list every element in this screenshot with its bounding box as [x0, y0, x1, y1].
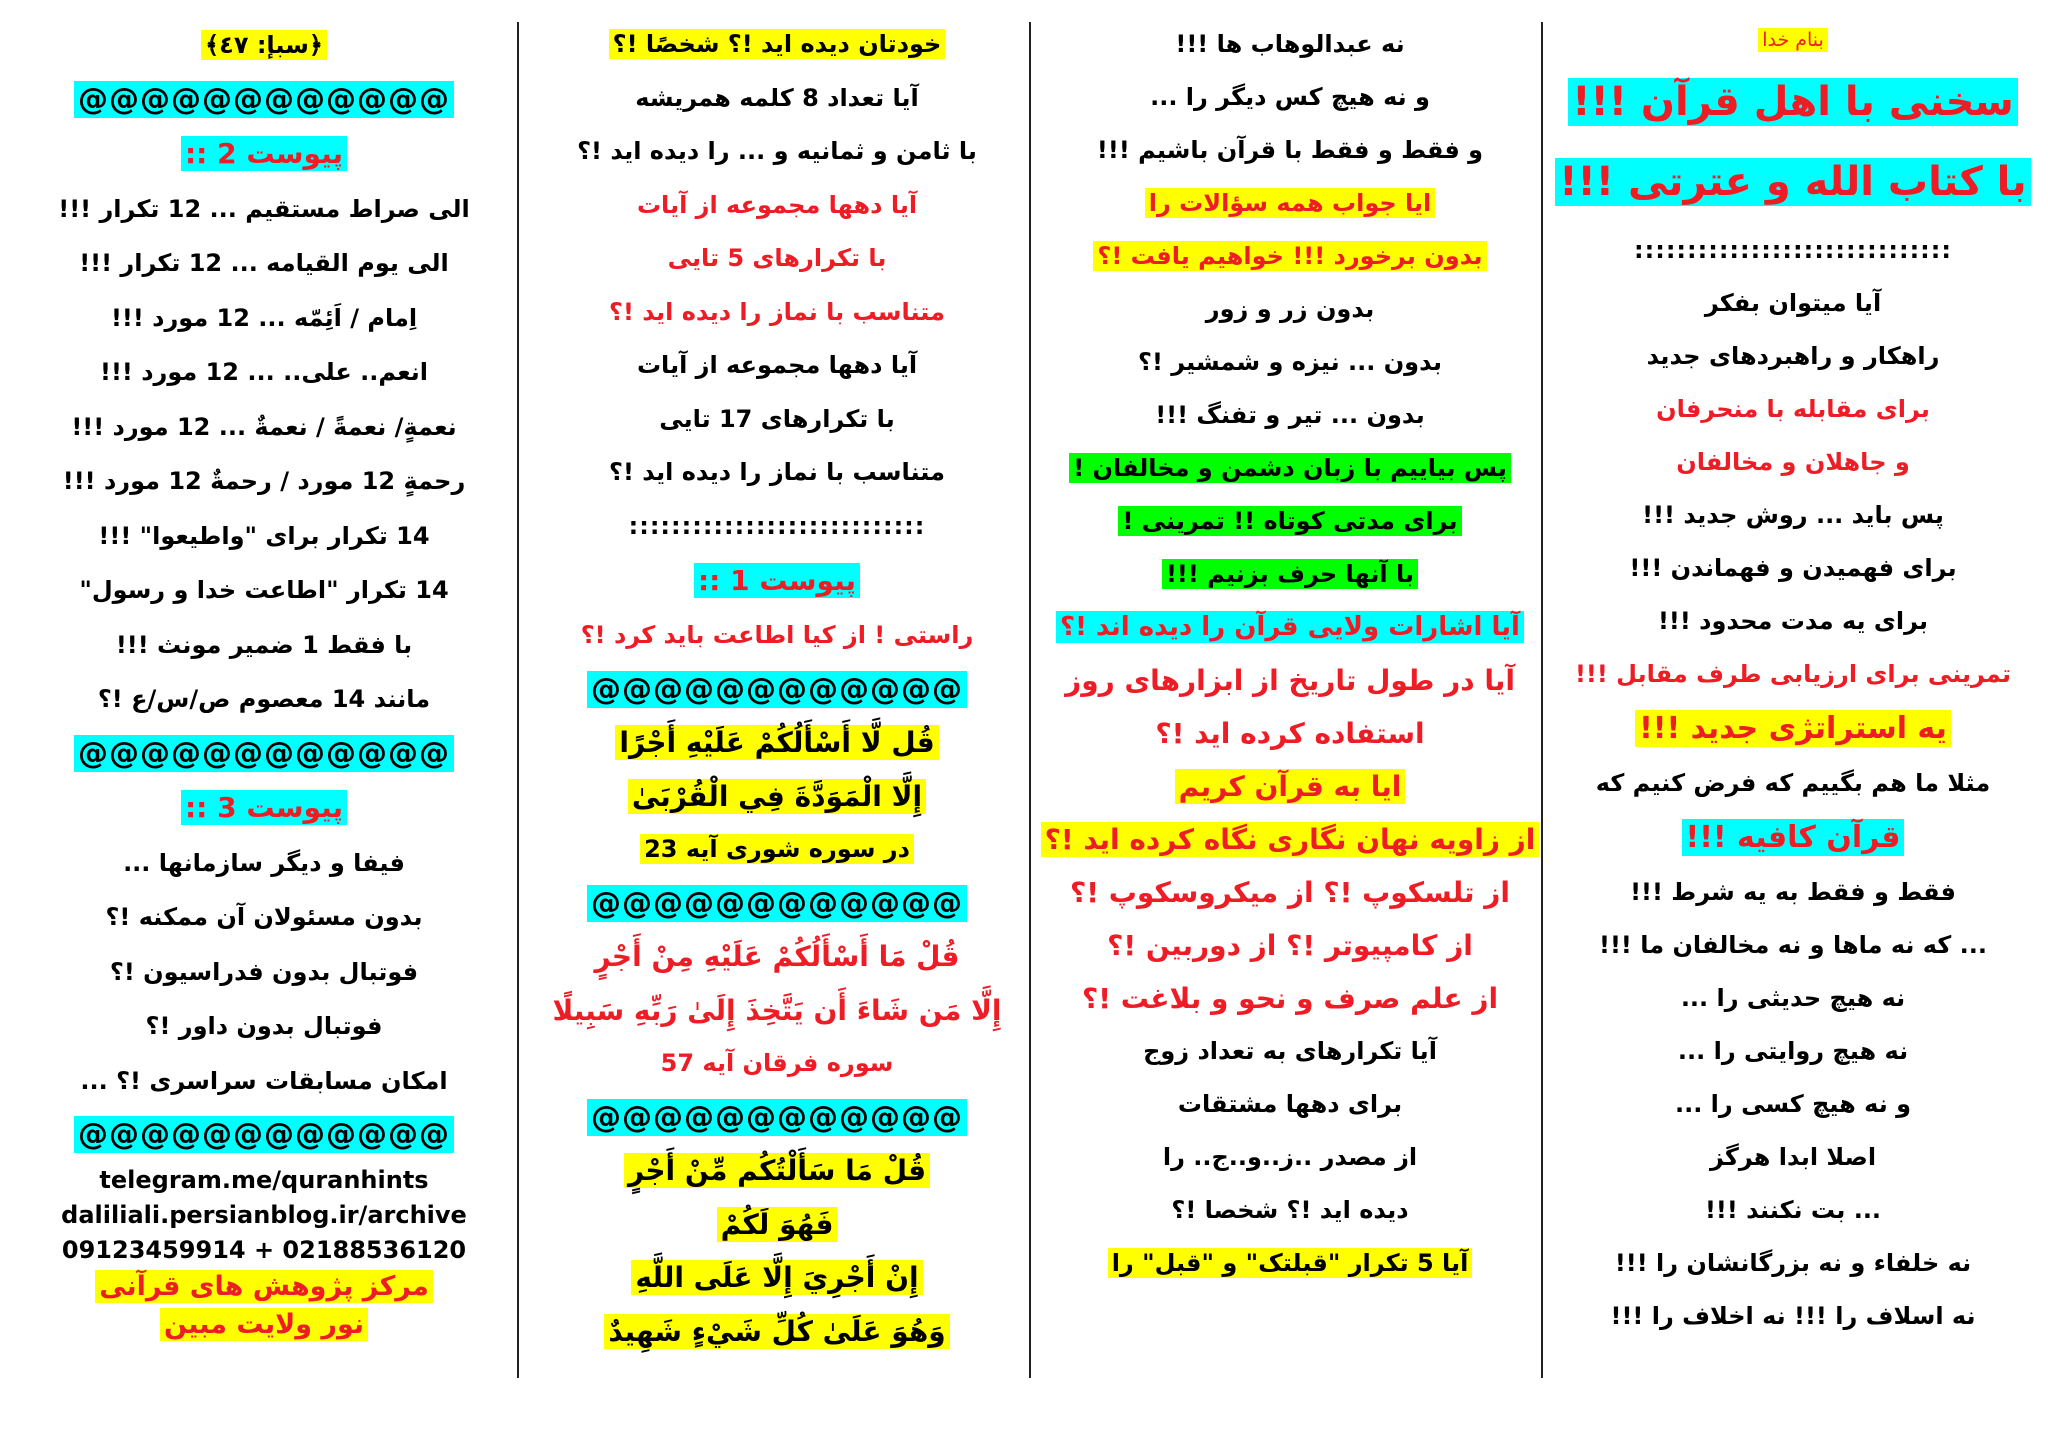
text-line: فوتبال بدون فدراسیون !؟ [109, 957, 419, 986]
text-line: سوره فرقان آیه 57 [660, 1049, 894, 1077]
text-line: از علم صرف و نحو و بلاغت !؟ [1081, 982, 1499, 1015]
highlighted-line: قرآن کافیه !!! [1682, 810, 1905, 866]
text-line: برای یه مدت محدود !!! [1657, 607, 1929, 635]
highlighted-line: بدون برخورد !!! خواهیم یافت !؟ [1093, 230, 1486, 283]
column-1 [1548, 18, 2038, 1343]
text-line: نه عبدالوهاب ها !!! [1175, 30, 1405, 58]
text-line: 14 تکرار "اطاعت خدا و رسول" [79, 576, 449, 604]
text-line: با فقط 1 ضمیر مونث !!! [115, 630, 413, 659]
verse-line: فَهُوَ لَكُمْ [717, 1198, 838, 1252]
text-line: برای دهها مشتقات [1177, 1090, 1403, 1118]
highlighted-line: ایا جواب همه سؤالات را [1145, 177, 1436, 230]
text-line: ... بت نکنند !!! [1704, 1196, 1882, 1224]
text-line: پس باید ... روش جدید !!! [1642, 501, 1944, 529]
text-line: آیا دهها مجموعه از آیات [636, 190, 918, 219]
text-line: استفاده کرده اید !؟ [1155, 717, 1425, 750]
text-line: الی یوم القیامه ... 12 تکرار !!! [79, 249, 449, 277]
text-line: از تلسکوپ !؟ از میکروسکوپ !؟ [1070, 876, 1510, 909]
at-separator: @@@@@@@@@@@@ [587, 663, 967, 717]
text-line: آیا میتوان بفکر [1704, 289, 1882, 317]
column-3 [524, 18, 1030, 1358]
highlighted-line: در سوره شوری آیه 23 [640, 823, 914, 877]
highlighted-line: برای مدتی کوتاه !! تمرینی ! [1118, 495, 1461, 548]
blog-link[interactable]: daliliali.persianblog.ir/archive [61, 1200, 467, 1229]
highlighted-line: یه استراتژی جدید !!! [1635, 701, 1951, 757]
section-heading: پیوست 2 :: [181, 127, 347, 182]
verse-line: وَهُوَ عَلَىٰ كُلِّ شَيْءٍ شَهِيدٌ [604, 1305, 949, 1359]
phone-numbers: 09123459914 + 02188536120 [61, 1235, 467, 1264]
column-4 [10, 18, 518, 1344]
text-line: اصلا ابدا هرگز [1709, 1143, 1877, 1171]
title-line-2: با کتاب الله و عترتی !!! [1555, 142, 2030, 224]
text-line: بدون زر و زور [1205, 295, 1375, 323]
text-line: نه هیچ روایتی را ... [1677, 1037, 1909, 1065]
verse-line: قُل لَّا أَسْأَلُكُمْ عَلَيْهِ أَجْرًا [615, 716, 938, 770]
text-line: نه خلفاء و نه بزرگانشان را !!! [1614, 1249, 1972, 1277]
text-line: فیفا و دیگر سازمانها ... [123, 848, 405, 877]
verse-reference: ﴿سبإ: ٤٧﴾ [201, 18, 327, 73]
text-line: نه هیچ حدیثی را ... [1680, 984, 1906, 1012]
highlighted-line: با آنها حرف بزنیم !!! [1162, 548, 1418, 601]
text-line: بدون ... تیر و تفنگ !!! [1155, 401, 1425, 429]
text-line: 14 تکرار برای "واطیعوا" !!! [98, 521, 430, 550]
text-line: از مصدر ..ز..و..ج.. را [1162, 1143, 1418, 1171]
header-text: بنام خدا [1758, 18, 1828, 62]
text-line: مثلا ما هم بگییم که فرض کنیم که [1595, 769, 1991, 797]
text-line: آیا در طول تاریخ از ابزارهای روز [1065, 664, 1515, 697]
at-separator: @@@@@@@@@@@@ [587, 877, 967, 931]
text-line: نعمةٍ/ نعمةً / نعمةٌ ... 12 مورد !!! [71, 412, 457, 441]
telegram-link[interactable]: telegram.me/quranhints [99, 1165, 429, 1194]
text-line: برای فهمیدن و فهماندن !!! [1629, 554, 1957, 582]
section-heading: پیوست 1 :: [694, 553, 860, 609]
text-line: فوتبال بدون داور !؟ [145, 1012, 383, 1040]
highlighted-line: آیا اشارات ولایی قرآن را دیده اند !؟ [1056, 601, 1524, 654]
text-line: ... که نه ماها و نه مخالفان ما !!! [1599, 931, 1987, 959]
text-line: راهکار و راهبردهای جدید [1646, 342, 1940, 370]
text-line: و جاهلان و مخالفان [1676, 448, 1910, 476]
text-line: راستی ! از کیا اطاعت باید کرد !؟ [580, 621, 974, 649]
text-line: بدون مسئولان آن ممکنه !؟ [105, 903, 423, 931]
text-line: رحمةٍ 12 مورد / رحمةٌ 12 مورد !!! [62, 467, 466, 495]
text-line: نه اسلاف را !!! نه اخلاف را !!! [1610, 1302, 1976, 1330]
text-line: برای مقابله با منحرفان [1656, 395, 1930, 423]
organization-subtitle: نور ولایت مبین [160, 1306, 368, 1344]
highlighted-line: خودتان دیده اید !؟ شخصًا !؟ [609, 18, 946, 72]
text-line: بدون ... نیزه و شمشیر !؟ [1138, 348, 1442, 376]
at-separator: @@@@@@@@@@@@ [587, 1091, 967, 1145]
dotted-separator: :::::::::::::::::::::::::::: [628, 511, 926, 540]
text-line: فقط و فقط به یه شرط !!! [1630, 878, 1956, 906]
column-2 [1036, 18, 1544, 1290]
text-line: و نه هیچ کس دیگر را ... [1150, 83, 1430, 111]
text-line: و فقط و فقط با قرآن باشیم !!! [1096, 136, 1484, 164]
highlighted-line: از زاویه نهان نگاری نگاه کرده اید !؟ [1041, 813, 1540, 866]
text-line: متناسب با نماز را دیده اید !؟ [609, 458, 945, 486]
text-line: تمرینی برای ارزیابی طرف مقابل !!! [1574, 660, 2012, 688]
verse-line: قُلْ مَا أَسْأَلُكُمْ عَلَيْهِ مِنْ أَجْرٍ [594, 940, 960, 973]
text-line: از کامپیوتر !؟ از دوربین !؟ [1107, 929, 1473, 962]
highlighted-line: آیا 5 تکرار "قبلتک" و "قبل" را [1108, 1237, 1473, 1290]
text-line: آیا دهها مجموعه از آیات [636, 351, 918, 379]
at-separator: @@@@@@@@@@@@ [74, 73, 454, 128]
organization-name: مرکز پژوهش های قرآنی [95, 1268, 433, 1306]
text-line: با ثامن و ثمانیه و ... را دیده اید !؟ [577, 137, 977, 165]
text-line: امکان مسابقات سراسری !؟ ... [80, 1066, 448, 1095]
highlighted-line: ایا به قرآن کریم [1175, 760, 1406, 813]
text-line: متناسب با نماز را دیده اید !؟ [609, 297, 945, 326]
text-line: انعم.. علی.. ... 12 مورد !!! [100, 358, 428, 386]
text-line: دیده اید !؟ شخصا !؟ [1171, 1196, 1409, 1224]
verse-line: إِنْ أَجْرِيَ إِلَّا عَلَى اللَّهِ [631, 1251, 922, 1305]
text-line: الی صراط مستقیم ... 12 تکرار !!! [58, 194, 470, 223]
dotted-separator: :::::::::::::::::::::::::::::: [1634, 236, 1952, 264]
highlighted-line: پس بیاییم با زبان دشمن و مخالفان ! [1069, 442, 1511, 495]
at-separator: @@@@@@@@@@@@ [74, 1108, 454, 1163]
at-separator: @@@@@@@@@@@@ [74, 727, 454, 782]
text-line: آیا تعداد 8 کلمه همریشه [635, 83, 919, 112]
text-line: مانند 14 معصوم ص/س/ع !؟ [97, 685, 431, 713]
verse-line: قُلْ مَا سَأَلْتُكُم مِّنْ أَجْرٍ [624, 1144, 930, 1198]
text-line: با تکرارهای 5 تایی [667, 244, 887, 272]
section-heading: پیوست 3 :: [181, 781, 347, 836]
verse-line: إِلَّا مَن شَاءَ أَن يَتَّخِذَ إِلَىٰ رَبِّهِ سَبِيلًا [552, 993, 1002, 1027]
text-line: آیا تکرارهای به تعداد زوج [1143, 1037, 1437, 1065]
verse-line: إِلَّا الْمَوَدَّةَ فِي الْقُرْبَىٰ [628, 770, 926, 824]
text-line: و نه هیچ کسی را ... [1674, 1090, 1912, 1118]
text-line: با تکرارهای 17 تایی [659, 404, 895, 433]
title-line-1: سخنی با اهل قرآن !!! [1568, 62, 2018, 142]
text-line: اِمام / اَئِمّه ... 12 مورد !!! [110, 303, 418, 332]
